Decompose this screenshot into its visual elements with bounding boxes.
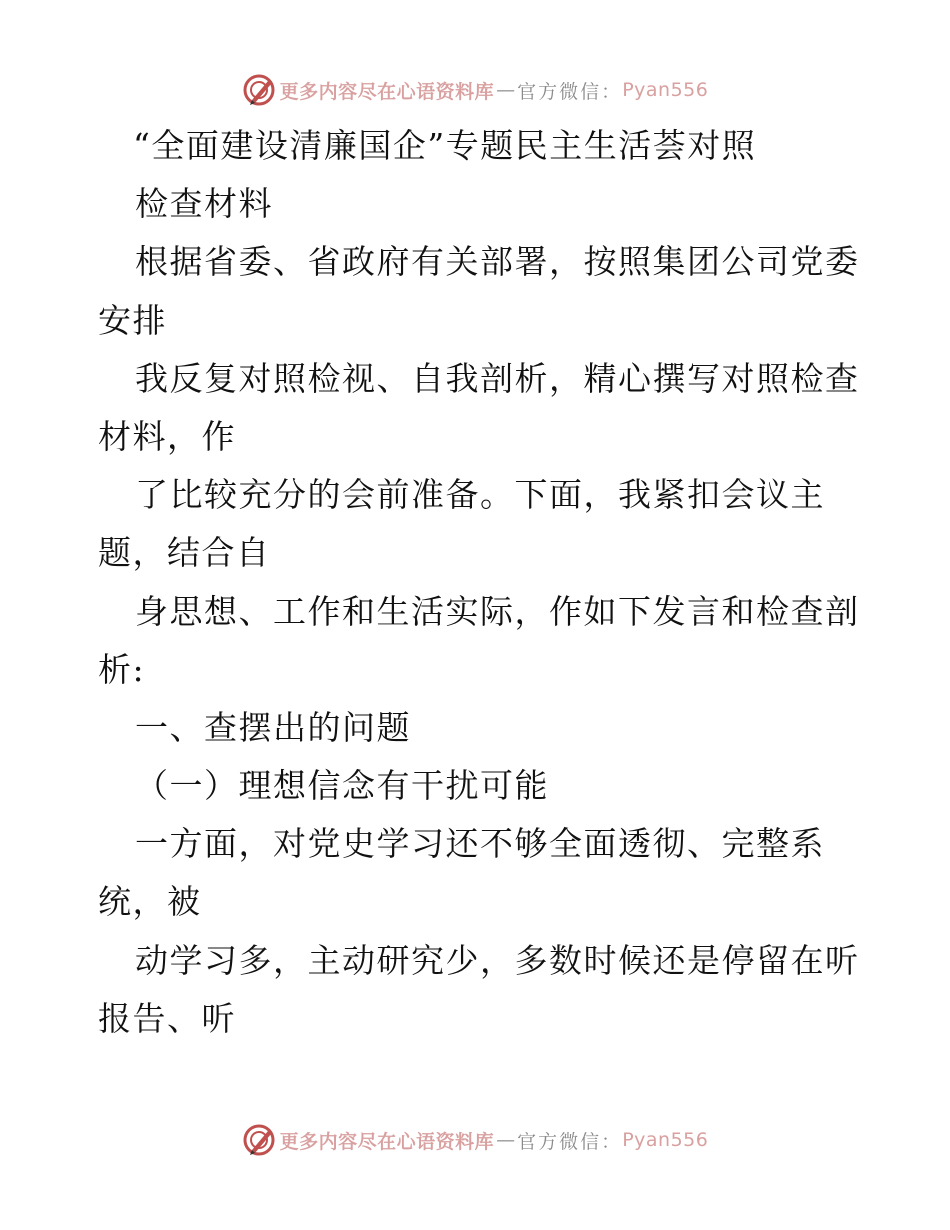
banner-separator: — [496, 1129, 516, 1151]
paragraph-line: （一）理想信念有干扰可能 [135, 766, 549, 806]
paragraph-line: 根据省委、省政府有关部署，按照集团公司党委 [135, 242, 860, 282]
paragraph-list [98, 233, 858, 1048]
paragraph-line: 材料，作 [98, 416, 236, 456]
pen-in-circle-logo-icon [242, 1123, 276, 1157]
pen-in-circle-logo-icon [242, 73, 276, 107]
paragraph-line: 统，被 [98, 882, 202, 922]
paragraph-line: 我反复对照检视、自我剖析，精心撰写对照检查 [135, 358, 860, 398]
banner-wechat-label: 官方微信： [517, 1130, 623, 1153]
paragraph-line: 析: [98, 649, 146, 689]
banner-wechat-id: Pyan556 [622, 1129, 709, 1151]
paragraph-line: 身思想、工作和生活实际，作如下发言和检查剖 [135, 591, 860, 631]
footer-banner [0, 1120, 950, 1160]
document-body [98, 117, 858, 1048]
banner-site-name: 更多内容尽在心语资料库 [279, 1130, 495, 1153]
paragraph-line: 了比较充分的会前准备。下面，我紧扣会议主 [135, 475, 825, 515]
banner-wechat-label: 官方微信： [517, 80, 623, 103]
paragraph-line: 题，结合自 [98, 533, 271, 573]
banner-site-name: 更多内容尽在心语资料库 [279, 80, 495, 103]
paragraph-line: 安排 [98, 300, 167, 340]
paragraph-line: 一、查摆出的问题 [135, 707, 411, 747]
document-title-continued: 检查材料 [135, 184, 273, 224]
paragraph-line: 报告、听 [98, 998, 236, 1038]
header-banner [0, 70, 950, 110]
paragraph-line: 动学习多，主动研究少，多数时候还是停留在听 [135, 940, 860, 980]
document-title: “全面建设清廉国企”专题民主生活荟对照 [133, 126, 757, 165]
banner-wechat-id: Pyan556 [622, 79, 709, 101]
banner-separator: — [496, 79, 516, 101]
paragraph-line: 一方面，对党史学习还不够全面透彻、完整系 [135, 824, 825, 864]
